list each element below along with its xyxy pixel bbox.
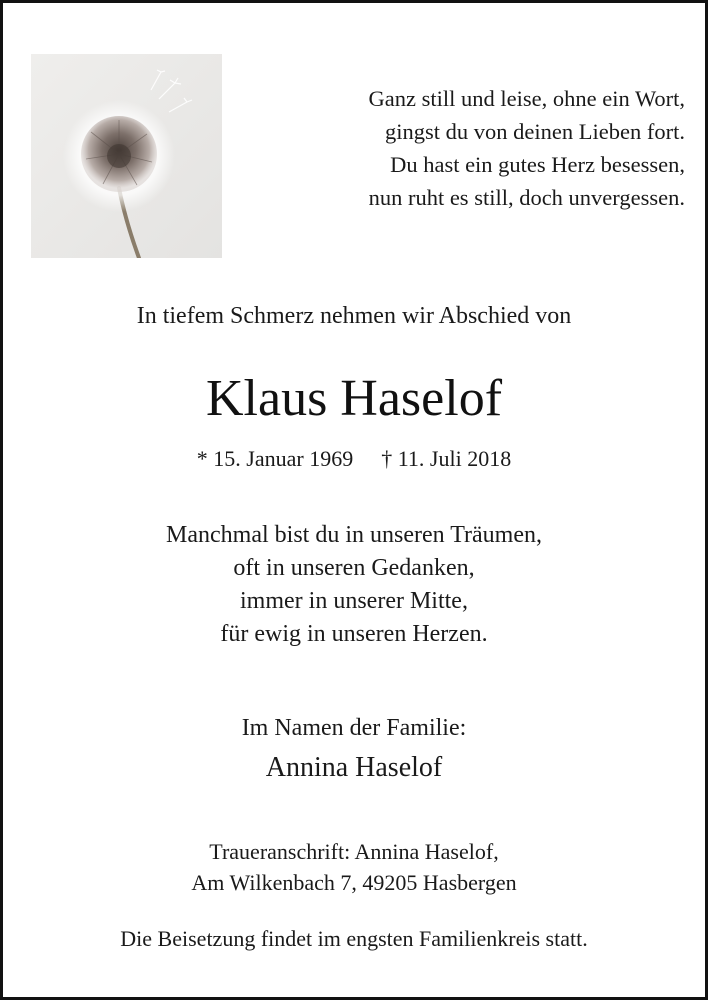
mourning-address — [3, 836, 705, 898]
poem-line: gingst du von deinen Lieben fort. — [385, 119, 685, 144]
memorial-verse — [3, 519, 705, 651]
birth-date: * 15. Januar 1969 — [196, 446, 354, 471]
family-name: Annina Haselof — [265, 752, 443, 783]
poem — [253, 82, 685, 214]
address-line: Am Wilkenbach 7, 49205 Hasbergen — [191, 870, 517, 895]
poem-line: nun ruht es still, doch unvergessen. — [368, 185, 685, 210]
burial-note: Die Beisetzung findet im engsten Familienkreis statt. — [120, 926, 588, 951]
address-line: Traueranschrift: Annina Haselof, — [209, 839, 499, 864]
family-label: Im Namen der Familie: — [241, 715, 467, 741]
death-date: † 11. Juli 2018 — [381, 446, 512, 471]
verse-line: immer in unserer Mitte, — [240, 588, 468, 614]
farewell-intro: In tiefem Schmerz nehmen wir Abschied von — [136, 303, 572, 329]
dandelion-icon — [31, 54, 222, 258]
deceased-name: Klaus Haselof — [205, 370, 503, 427]
verse-line: für ewig in unseren Herzen. — [220, 621, 488, 647]
poem-line: Du hast ein gutes Herz besessen, — [390, 152, 685, 177]
verse-line: Manchmal bist du in unseren Träumen, — [166, 522, 542, 548]
life-dates — [3, 444, 705, 474]
verse-line: oft in unseren Gedanken, — [233, 555, 475, 581]
poem-line: Ganz still und leise, ohne ein Wort, — [368, 86, 685, 111]
